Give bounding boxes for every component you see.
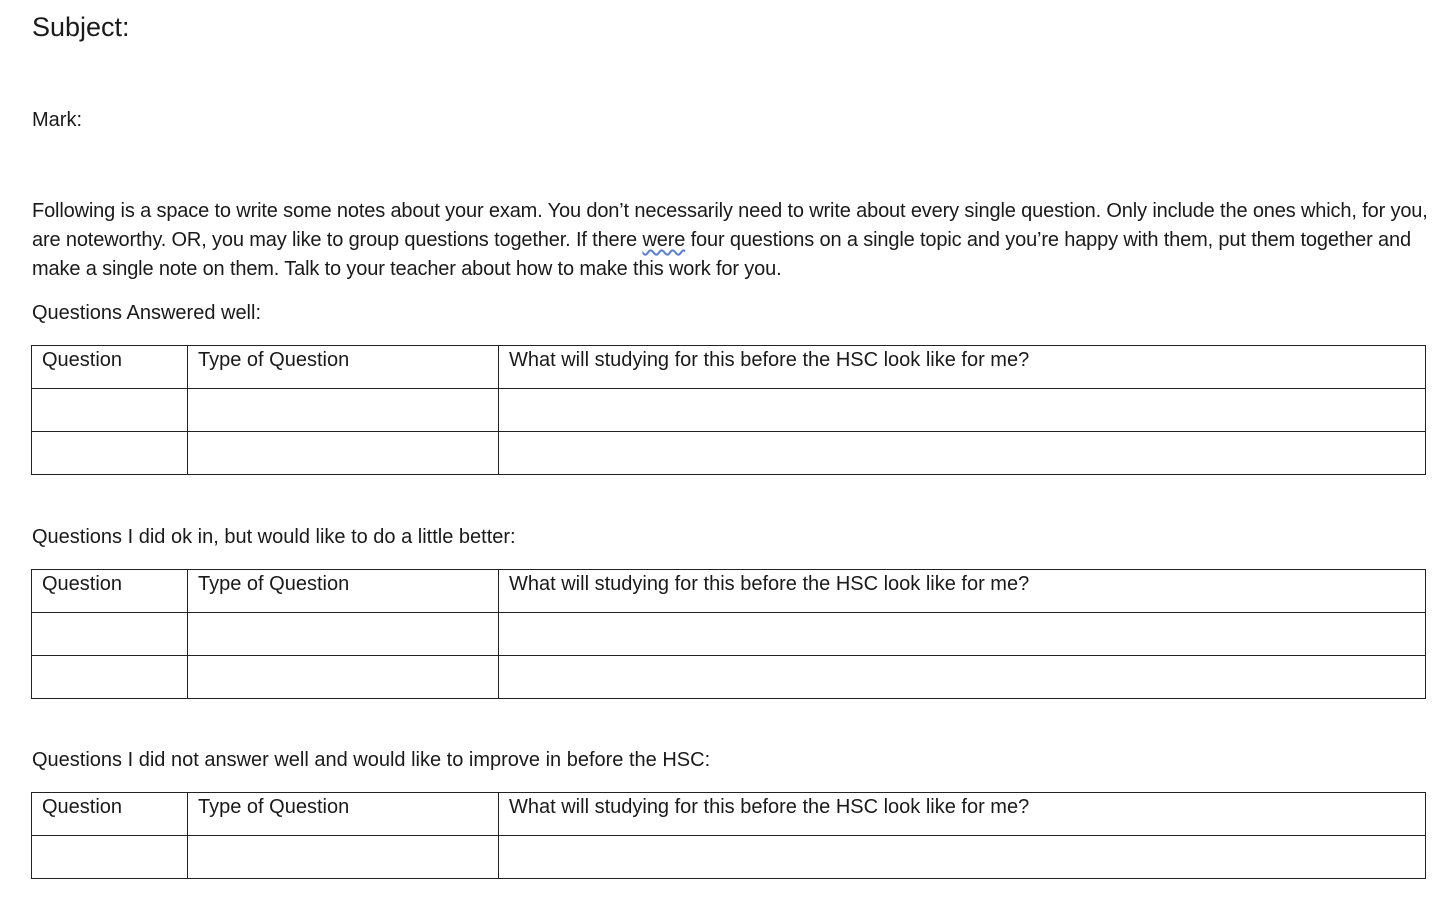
did-ok-table: [31, 569, 1426, 699]
header-type-of-question: Type of Question: [188, 570, 499, 613]
table-row: [32, 432, 1426, 475]
study-cell[interactable]: [499, 656, 1426, 699]
question-cell[interactable]: [32, 432, 188, 475]
study-cell[interactable]: [499, 836, 1426, 879]
header-question: Question: [32, 346, 188, 389]
header-study-plan: What will studying for this before the HSC look like for me?: [499, 793, 1426, 836]
header-question: Question: [32, 793, 188, 836]
table-row: [32, 613, 1426, 656]
type-cell[interactable]: [188, 656, 499, 699]
question-cell[interactable]: [32, 389, 188, 432]
study-cell[interactable]: [499, 389, 1426, 432]
study-cell[interactable]: [499, 432, 1426, 475]
table-header-row: [32, 793, 1426, 836]
subject-label: Subject:: [32, 12, 130, 42]
answered-well-table: [31, 345, 1426, 475]
header-type-of-question: Type of Question: [188, 346, 499, 389]
type-cell[interactable]: [188, 613, 499, 656]
table-header-row: [32, 570, 1426, 613]
table-header-row: [32, 346, 1426, 389]
table-row: [32, 836, 1426, 879]
header-question: Question: [32, 570, 188, 613]
question-cell[interactable]: [32, 656, 188, 699]
mark-label: Mark:: [32, 109, 82, 131]
question-cell[interactable]: [32, 613, 188, 656]
question-cell[interactable]: [32, 836, 188, 879]
intro-paragraph: [32, 197, 1432, 284]
header-type-of-question: Type of Question: [188, 793, 499, 836]
study-cell[interactable]: [499, 613, 1426, 656]
intro-text-part1: Following is a space to write some notes about your exam. You don’t necessarily need to write about every single question. Only include the ones which, for you, are noteworthy. OR, you may like to group questions together. If there: [32, 200, 1428, 251]
header-study-plan: What will studying for this before the HSC look like for me?: [499, 346, 1426, 389]
not-well-table: [31, 792, 1426, 879]
type-cell[interactable]: [188, 836, 499, 879]
table-row: [32, 389, 1426, 432]
table-row: [32, 656, 1426, 699]
section-title-answered-well: Questions Answered well:: [32, 302, 262, 324]
section-title-did-ok: Questions I did ok in, but would like to do a little better:: [32, 526, 516, 548]
type-cell[interactable]: [188, 432, 499, 475]
grammar-flagged-word[interactable]: were: [642, 229, 686, 251]
section-title-not-well: Questions I did not answer well and would like to improve in before the HSC:: [32, 749, 711, 771]
intro-text-part2: four questions on a single topic and you’re happy with them, put them together and make a single note on them. Talk to your teacher about how to make this work for you.: [32, 229, 1411, 280]
header-study-plan: What will studying for this before the HSC look like for me?: [499, 570, 1426, 613]
type-cell[interactable]: [188, 389, 499, 432]
